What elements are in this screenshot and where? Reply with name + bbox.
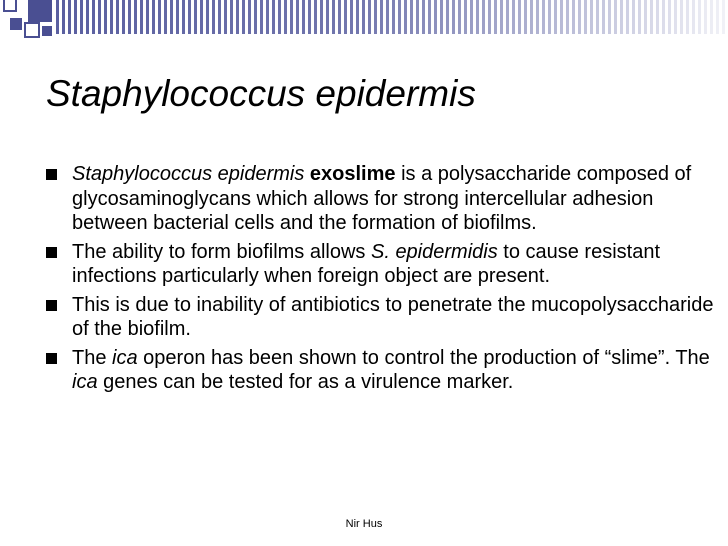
striped-band bbox=[56, 0, 728, 34]
bullet-run: S. epidermidis bbox=[370, 240, 498, 263]
bullet-item bbox=[44, 346, 714, 395]
bullet-run: ica bbox=[72, 371, 98, 393]
decor-square bbox=[10, 18, 22, 30]
bullet-run: operon has been shown to control the production of “slime”. The bbox=[137, 346, 710, 369]
square-bullet-icon bbox=[46, 300, 57, 311]
bullet-text bbox=[72, 347, 710, 394]
decor-square bbox=[3, 0, 17, 12]
bullet-run: Staphylococcus epidermis bbox=[72, 163, 305, 185]
bullet-run: The bbox=[72, 346, 113, 369]
slide-title: Staphylococcus epidermis bbox=[46, 73, 476, 114]
header-decoration bbox=[0, 0, 728, 40]
bullet-run: This is due to inability of antibiotics to penetrate the mucopolysaccharide of the biofilm. bbox=[72, 293, 714, 340]
bullet-text bbox=[72, 294, 713, 341]
bullet-run: ica bbox=[112, 346, 138, 369]
bullet-list bbox=[44, 162, 714, 399]
square-bullet-icon bbox=[46, 247, 57, 258]
bullet-item bbox=[44, 293, 714, 342]
bullet-item bbox=[44, 240, 714, 289]
bullet-run: is a polysaccharide composed of glycosaminoglycans which allows for strong intercellular adhesion between bacterial cells and the formation of biofilms. bbox=[72, 163, 692, 234]
decor-square bbox=[28, 0, 52, 22]
bullet-text bbox=[72, 241, 660, 288]
square-bullet-icon bbox=[46, 169, 57, 180]
bullet-run: The ability to form biofilms allows bbox=[72, 240, 371, 263]
bullet-run: exoslime bbox=[309, 163, 396, 185]
bullet-run: genes can be tested for as a virulence marker. bbox=[97, 371, 514, 393]
bullet-text bbox=[72, 163, 691, 234]
footer-author: Nir Hus bbox=[345, 518, 383, 530]
decor-square bbox=[24, 22, 40, 38]
bullet-run: to cause resistant infections particularly when foreign object are present. bbox=[72, 240, 661, 287]
decor-square bbox=[42, 26, 52, 36]
bullet-item bbox=[44, 162, 714, 236]
square-bullet-icon bbox=[46, 353, 57, 364]
